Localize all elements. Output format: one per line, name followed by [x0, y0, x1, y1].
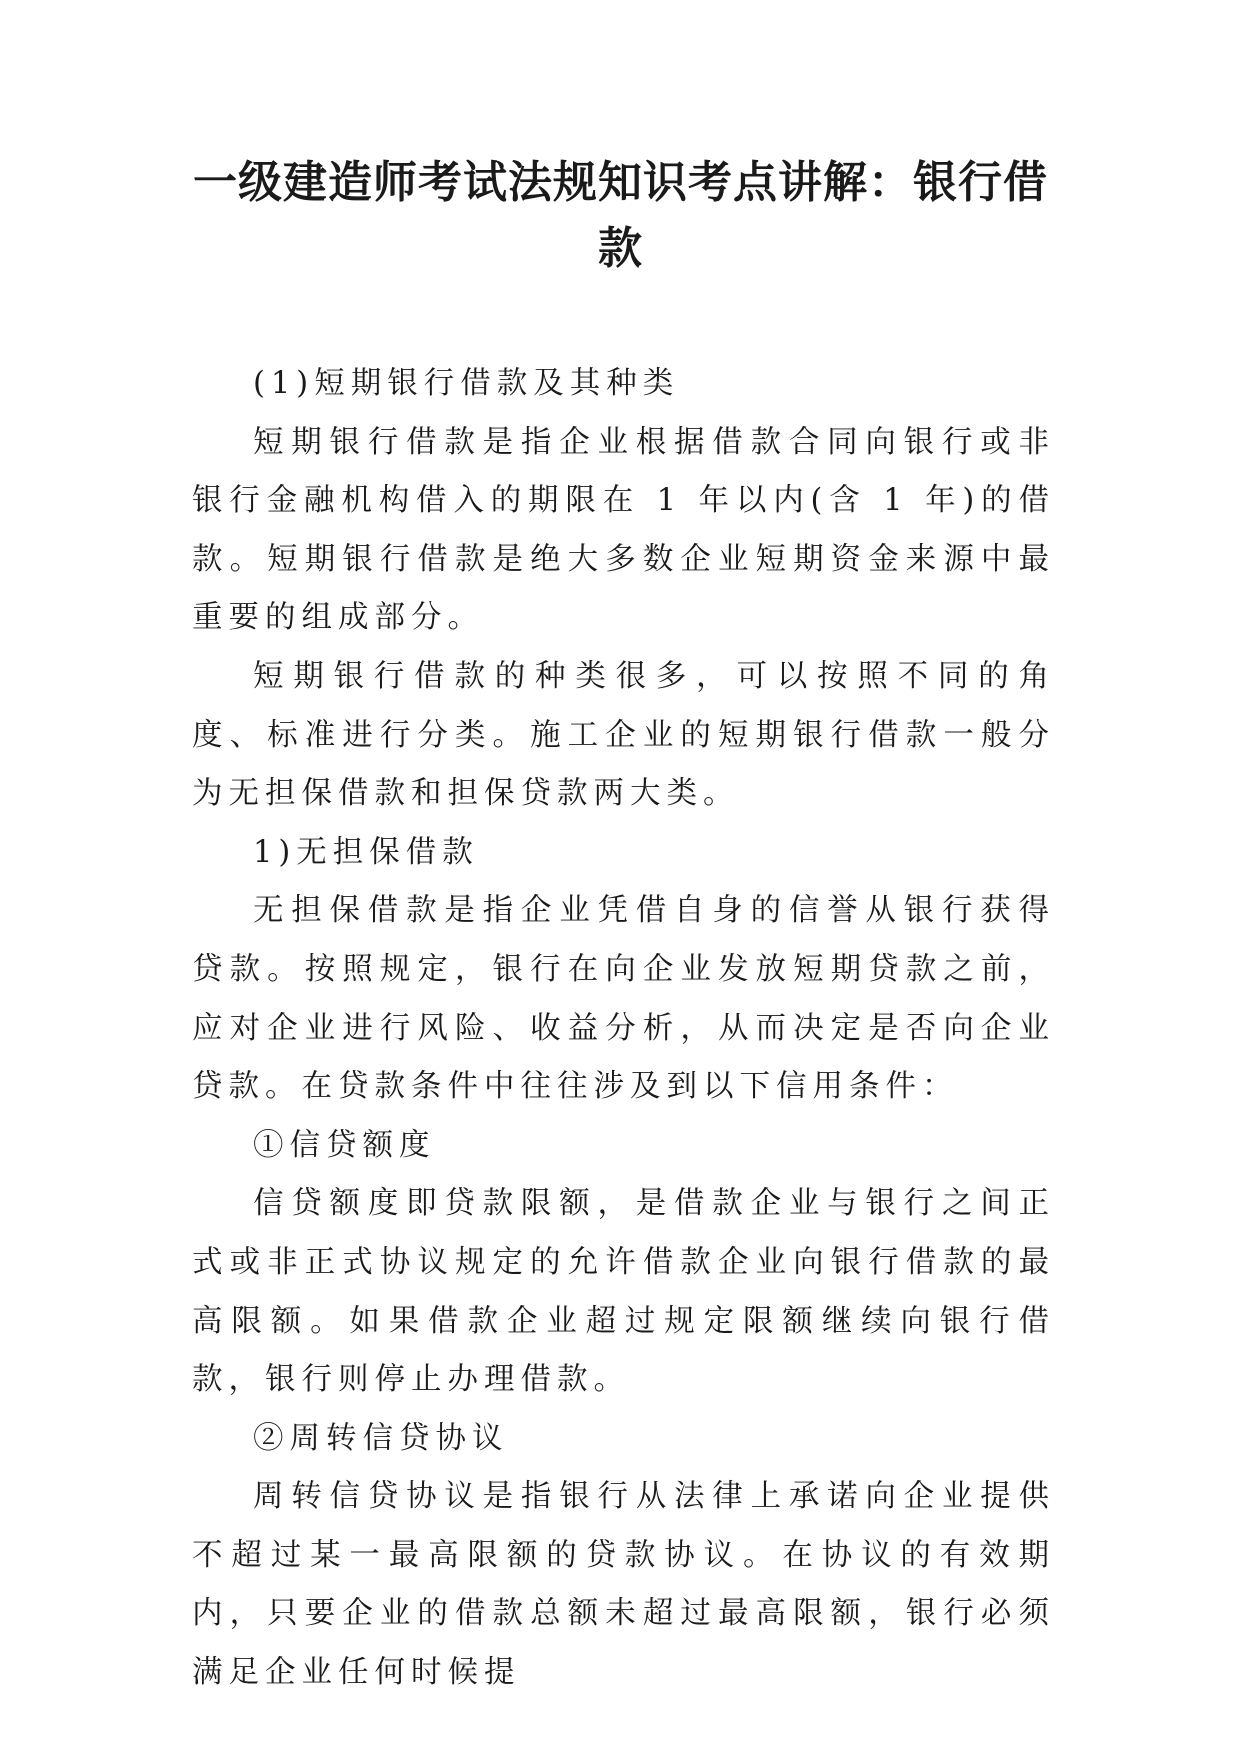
paragraph: 短期银行借款的种类很多，可以按照不同的角度、标准进行分类。施工企业的短期银行借款一般分为无担保借款和担保贷款两大类。	[192, 658, 1055, 812]
paragraph: 短期银行借款是指企业根据借款合同向银行或非银行金融机构借入的期限在 1 年以内(含 1 年)的借款。短期银行借款是绝大多数企业短期资金来源中最重要的组成部分。	[192, 424, 1055, 636]
paragraph: 信贷额度即贷款限额，是借款企业与银行之间正式或非正式协议规定的允许借款企业向银行借款的最高限额。如果借款企业超过规定限额继续向银行借款，银行则停止办理借款。	[192, 1186, 1055, 1398]
list-item-heading: ①信贷额度	[253, 1127, 436, 1163]
document-body	[192, 355, 1055, 1703]
subsection-heading: 1)无担保借款	[253, 834, 479, 870]
paragraph: 无担保借款是指企业凭借自身的信誉从银行获得贷款。按照规定，银行在向企业发放短期贷款之前，应对企业进行风险、收益分析，从而决定是否向企业贷款。在贷款条件中往往涉及到以下信用条件：	[192, 893, 1055, 1105]
document-title: 一级建造师考试法规知识考点讲解：银行借款	[193, 157, 1048, 274]
paragraph: 周转信贷协议是指银行从法律上承诺向企业提供不超过某一最高限额的贷款协议。在协议的有效期内，只要企业的借款总额未超过最高限额，银行必须满足企业任何时候提	[192, 1479, 1055, 1691]
section-heading: (1)短期银行借款及其种类	[253, 366, 680, 401]
list-item-heading: ②周转信贷协议	[253, 1420, 509, 1456]
